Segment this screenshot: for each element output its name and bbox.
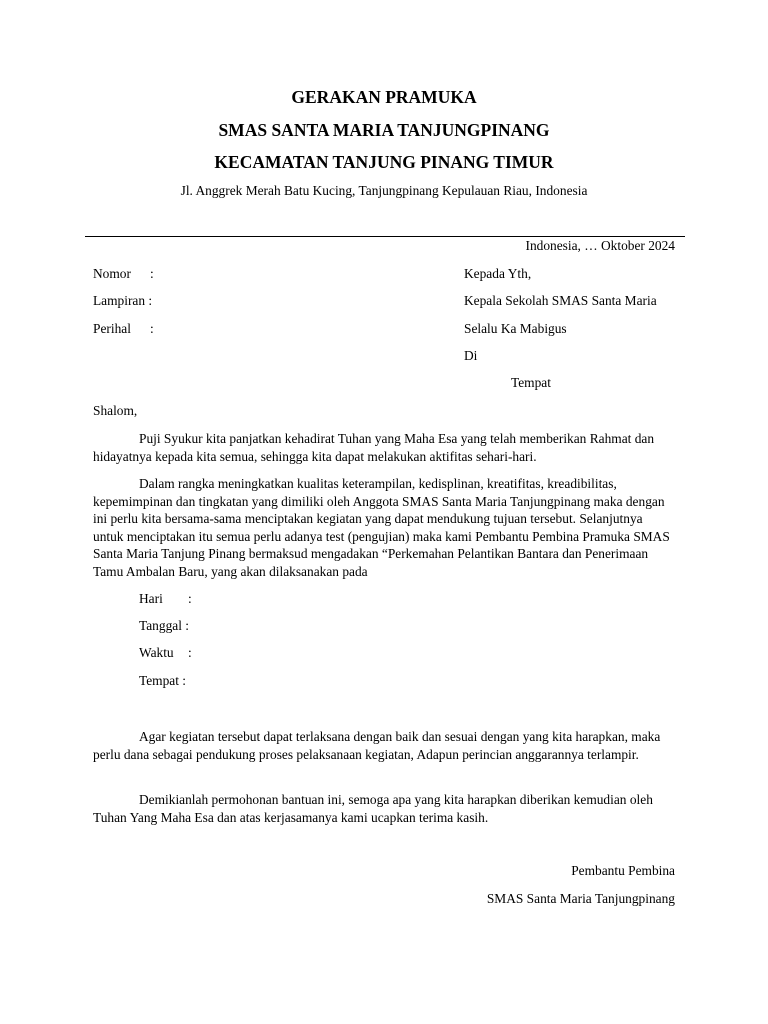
- event-tempat-label: Tempat :: [139, 673, 187, 688]
- letter-date: Indonesia, … Oktober 2024: [525, 238, 675, 253]
- signature-role: Pembantu Pembina: [571, 863, 675, 878]
- event-tanggal-label: Tanggal :: [139, 618, 190, 633]
- event-waktu-colon: :: [188, 645, 192, 660]
- header-organization: GERAKAN PRAMUKA: [291, 87, 477, 107]
- header-school: SMAS SANTA MARIA TANJUNGPINANG: [218, 120, 550, 140]
- greeting: Shalom,: [93, 403, 138, 418]
- meta-perihal-colon: :: [150, 321, 154, 336]
- event-waktu-label: Waktu: [139, 645, 174, 660]
- event-tanggal: [139, 618, 189, 634]
- paragraph-4: Demikianlah permohonan bantuan ini, semoga apa yang kita harapkan diberikan kemudian oleh Tuhan Yang Maha Esa dan atas kerjasamanya kami ucapkan terima kasih.: [93, 792, 653, 825]
- recipient-line-5: Tempat: [511, 375, 551, 390]
- recipient-line-1: Kepada Yth,: [464, 266, 532, 281]
- meta-perihal: [93, 321, 154, 337]
- header-address: Jl. Anggrek Merah Batu Kucing, Tanjungpinang Kepulauan Riau, Indonesia: [180, 183, 588, 198]
- meta-lampiran-label: Lampiran :: [93, 293, 153, 308]
- meta-nomor-label: Nomor: [93, 266, 131, 281]
- paragraph-1: Puji Syukur kita panjatkan kehadirat Tuhan yang Maha Esa yang telah memberikan Rahmat dan hidayatnya kepada kita semua, sehingga kita dapat melakukan aktifitas sehari-hari.: [93, 431, 655, 464]
- event-hari: [139, 591, 192, 607]
- signature-organization: SMAS Santa Maria Tanjungpinang: [486, 891, 675, 906]
- event-hari-colon: :: [188, 591, 192, 606]
- event-hari-label: Hari: [139, 591, 163, 606]
- meta-nomor: [93, 266, 154, 282]
- recipient-line-3: Selalu Ka Mabigus: [464, 321, 567, 336]
- event-waktu: [139, 645, 192, 661]
- header-district: KECAMATAN TANJUNG PINANG TIMUR: [214, 152, 554, 172]
- meta-lampiran: [93, 293, 152, 309]
- event-tempat: [139, 673, 186, 689]
- meta-perihal-label: Perihal: [93, 321, 131, 336]
- recipient-line-4: Di: [464, 348, 478, 363]
- recipient-line-2: Kepala Sekolah SMAS Santa Maria: [464, 293, 657, 308]
- paragraph-2: Dalam rangka meningkatkan kualitas keterampilan, kedisplinan, kreatifitas, kreadibilitas, kepemimpinan dan tingkatan yang dimiliki oleh Anggota SMAS Santa Maria Tanjungpinang maka dengan ini perlu kita bersama-sama menciptakan kegiatan yang dapat mendukung tujuan tersebut. Selanjutnya untuk menciptakan itu semua perlu adanya test (pengujian) maka kami Pembantu Pembina Pramuka SMAS Santa Maria Tanjung Pinang bermaksud mengadakan “Perkemahan Pelantikan Bantara dan Penerimaan Tamu Ambalan Baru, yang akan dilaksanakan pada: [93, 476, 670, 579]
- header-divider: [85, 236, 685, 237]
- meta-nomor-colon: :: [150, 266, 154, 281]
- paragraph-3: Agar kegiatan tersebut dapat terlaksana dengan baik dan sesuai dengan yang kita harapkan, maka perlu dana sebagai pendukung proses pelaksanaan kegiatan, Adapun perincian anggarannya terlampir.: [93, 729, 661, 762]
